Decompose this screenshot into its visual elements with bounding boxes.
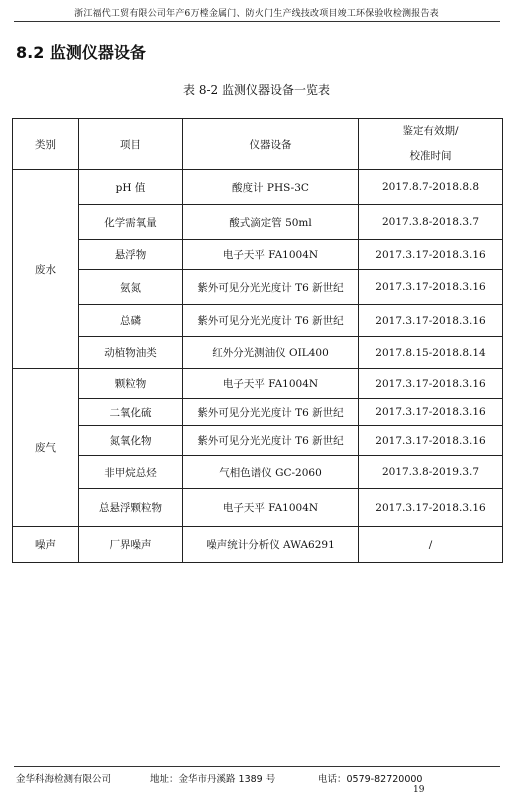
category-cell: 废气 [13,369,79,527]
validity-cell: 2017.3.17-2018.3.16 [359,489,503,527]
equipment-cell: 紫外可见分光光度计 T6 新世纪 [183,426,359,456]
equipment-cell: 电子天平 FA1004N [183,369,359,399]
table-row [13,240,503,270]
validity-cell: / [359,527,503,563]
validity-cell: 2017.3.8-2018.3.7 [359,205,503,240]
table-row [13,426,503,456]
validity-cell: 2017.8.7-2018.8.8 [359,170,503,205]
equipment-cell: 酸式滴定管 50ml [183,205,359,240]
footer-divider [14,766,500,767]
equipment-cell: 紫外可见分光光度计 T6 新世纪 [183,305,359,337]
header-item: 项目 [79,119,183,170]
equipment-cell: 紫外可见分光光度计 T6 新世纪 [183,399,359,426]
table-caption: 表 8-2 监测仪器设备一览表 [183,83,330,97]
page-header: 浙江福代工贸有限公司年产6万樘金属门、防火门生产线技改项目竣工环保验收检测报告表 [74,9,439,19]
header-validity [359,119,503,170]
footer-company: 金华科海检测有限公司 [16,774,112,785]
header-validity-line1: 鉴定有效期/ [402,125,459,137]
table-row [13,456,503,489]
item-cell: 氨氮 [79,270,183,305]
category-cell: 噪声 [13,527,79,563]
item-cell: pH 值 [79,170,183,205]
equipment-cell: 紫外可见分光光度计 T6 新世纪 [183,270,359,305]
header-category: 类别 [13,119,79,170]
table-row [13,170,503,205]
equipment-cell: 噪声统计分析仪 AWA6291 [183,527,359,563]
item-cell: 氮氧化物 [79,426,183,456]
equipment-cell: 电子天平 FA1004N [183,240,359,270]
item-cell: 悬浮物 [79,240,183,270]
equipment-cell: 电子天平 FA1004N [183,489,359,527]
item-cell: 厂界噪声 [79,527,183,563]
section-title: 8.2 监测仪器设备 [16,43,146,62]
item-cell: 非甲烷总烃 [79,456,183,489]
footer-phone: 电话：0579-82720000 [318,774,423,785]
validity-cell: 2017.3.17-2018.3.16 [359,305,503,337]
table-row [13,337,503,369]
item-cell: 总磷 [79,305,183,337]
equipment-cell: 气相色谱仪 GC-2060 [183,456,359,489]
table-row [13,369,503,399]
table-row [13,527,503,563]
validity-cell: 2017.8.15-2018.8.14 [359,337,503,369]
validity-cell: 2017.3.17-2018.3.16 [359,240,503,270]
equipment-cell: 红外分光测油仪 OIL400 [183,337,359,369]
table-row [13,205,503,240]
table-row [13,399,503,426]
header-validity-line2: 校准时间 [409,150,452,162]
item-cell: 二氧化硫 [79,399,183,426]
footer-address: 地址：金华市丹溪路 1389 号 [150,774,276,785]
header-divider [14,21,500,22]
validity-cell: 2017.3.17-2018.3.16 [359,426,503,456]
table-row [13,270,503,305]
header-equipment: 仪器设备 [183,119,359,170]
validity-cell: 2017.3.17-2018.3.16 [359,270,503,305]
page-number: 19 [413,785,425,795]
table-row [13,305,503,337]
table-header-row [13,119,503,170]
validity-cell: 2017.3.8-2019.3.7 [359,456,503,489]
item-cell: 总悬浮颗粒物 [79,489,183,527]
validity-cell: 2017.3.17-2018.3.16 [359,369,503,399]
item-cell: 动植物油类 [79,337,183,369]
item-cell: 化学需氧量 [79,205,183,240]
equipment-table [12,118,503,563]
table-row [13,489,503,527]
item-cell: 颗粒物 [79,369,183,399]
category-cell: 废水 [13,170,79,369]
equipment-cell: 酸度计 PHS-3C [183,170,359,205]
validity-cell: 2017.3.17-2018.3.16 [359,399,503,426]
